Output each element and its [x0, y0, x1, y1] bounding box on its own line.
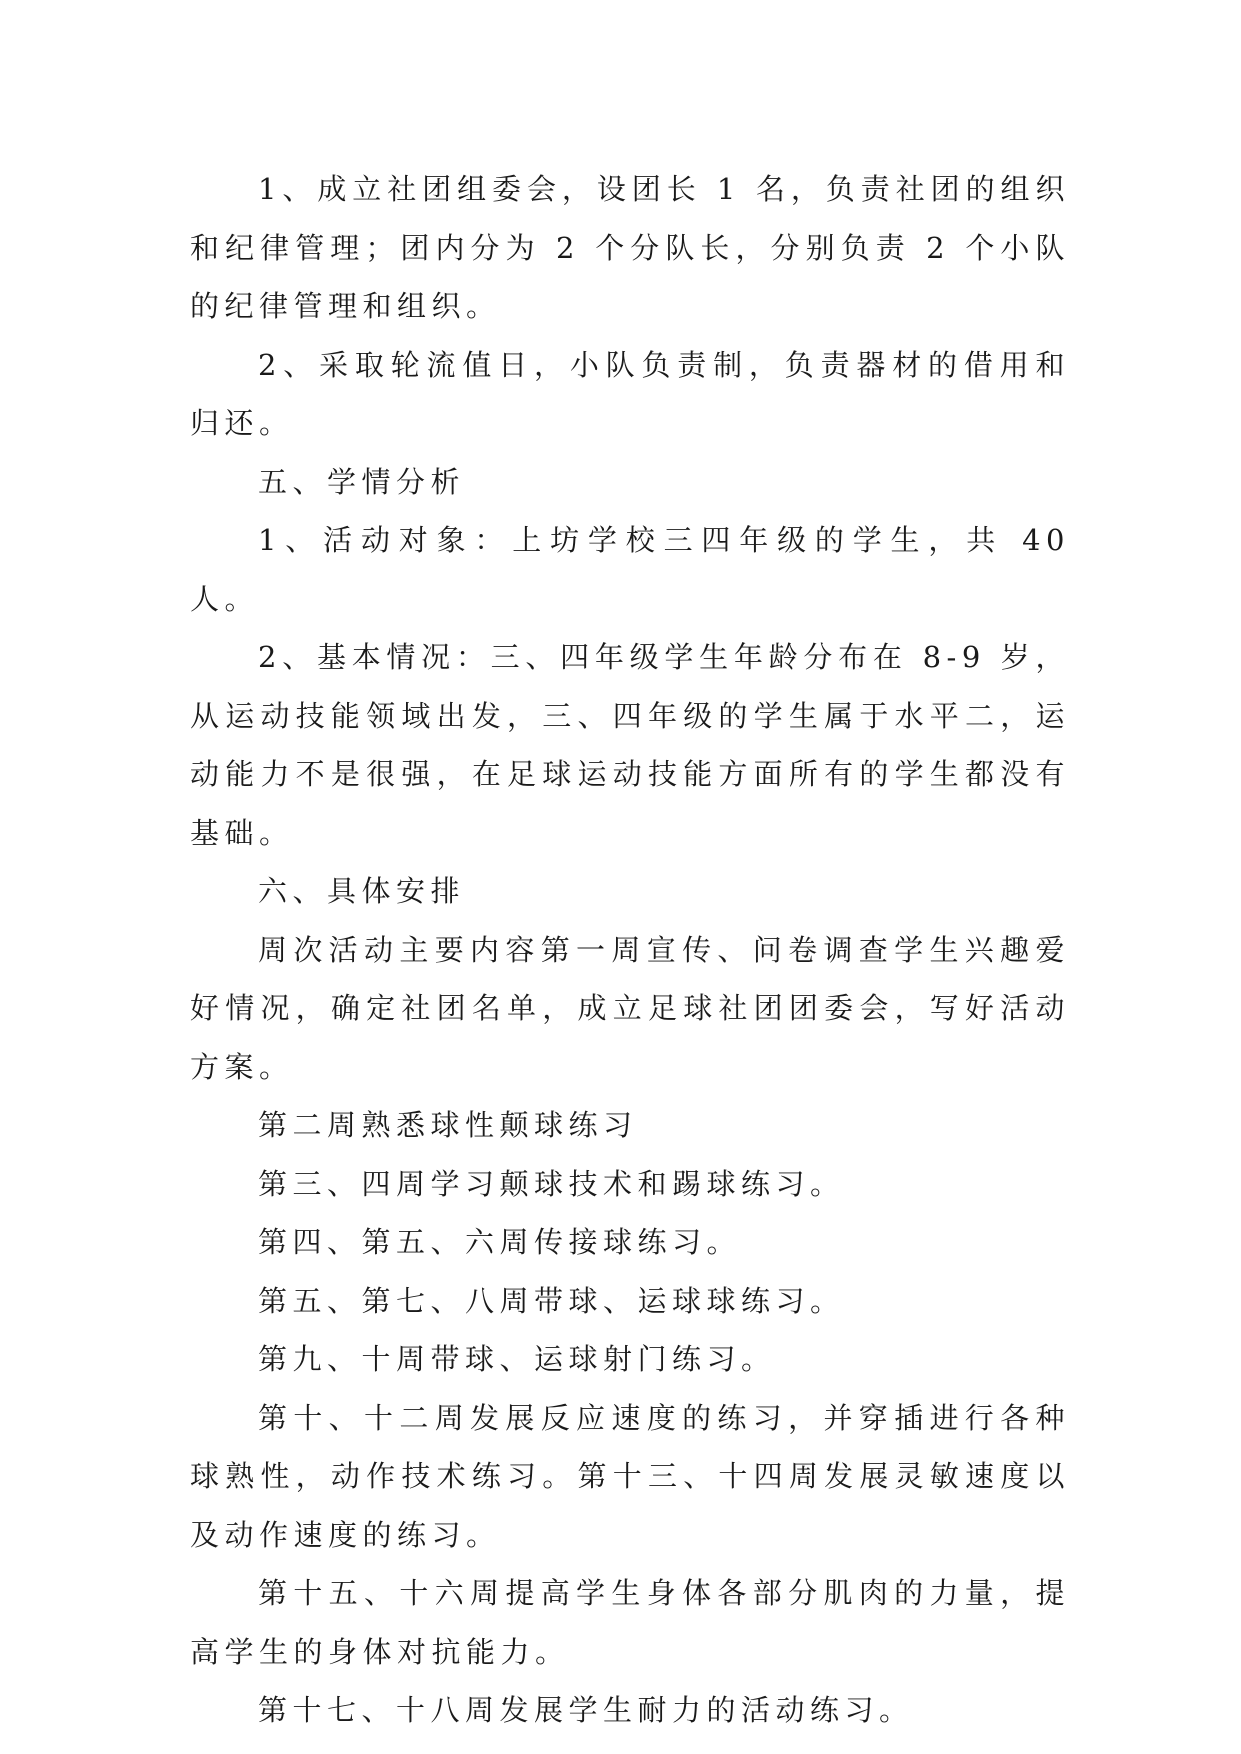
paragraph-duty-rotation: 2、采取轮流值日，小队负责制，负责器材的借用和归还。 [190, 347, 1070, 440]
paragraph-week-1: 周次活动主要内容第一周宣传、问卷调查学生兴趣爱好情况，确定社团名单，成立足球社团团委会，写好活动方案。 [190, 932, 1070, 1084]
paragraph-week-4-6: 第四、第五、六周传接球练习。 [258, 1225, 742, 1259]
paragraph-week-10-14: 第十、十二周发展反应速度的练习，并穿插进行各种球熟性，动作技术练习。第十三、十四周发展灵敏速度以及动作速度的练习。 [190, 1400, 1070, 1552]
paragraph-week-9-10: 第九、十周带球、运球射门练习。 [258, 1342, 776, 1376]
paragraph-basic-situation: 2、基本情况：三、四年级学生年龄分布在 8-9 岁，从运动技能领域出发，三、四年级的学生属于水平二，运动能力不是很强，在足球运动技能方面所有的学生都没有基础。 [190, 640, 1070, 850]
section-heading-student-analysis: 五、学情分析 [258, 464, 466, 499]
section-heading-schedule: 六、具体安排 [258, 874, 466, 908]
paragraph-week-15-16: 第十五、十六周提高学生身体各部分肌肉的力量，提高学生的身体对抗能力。 [190, 1576, 1070, 1669]
paragraph-week-17-18: 第十七、十八周发展学生耐力的活动练习。 [258, 1693, 914, 1727]
paragraph-week-3-4: 第三、四周学习颠球技术和踢球练习。 [258, 1166, 845, 1201]
paragraph-club-committee: 1、成立社团组委会，设团长 1 名，负责社团的组织和纪律管理；团内分为 2 个分队长，分别负责 2 个小队的纪律管理和组织。 [190, 172, 1070, 323]
paragraph-week-2: 第二周熟悉球性颠球练习 [258, 1108, 638, 1142]
paragraph-activity-target: 1、活动对象：上坊学校三四年级的学生，共 40 人。 [190, 523, 1070, 616]
paragraph-week-5-8: 第五、第七、八周带球、运球球练习。 [258, 1283, 845, 1318]
document-body [190, 160, 1070, 1740]
